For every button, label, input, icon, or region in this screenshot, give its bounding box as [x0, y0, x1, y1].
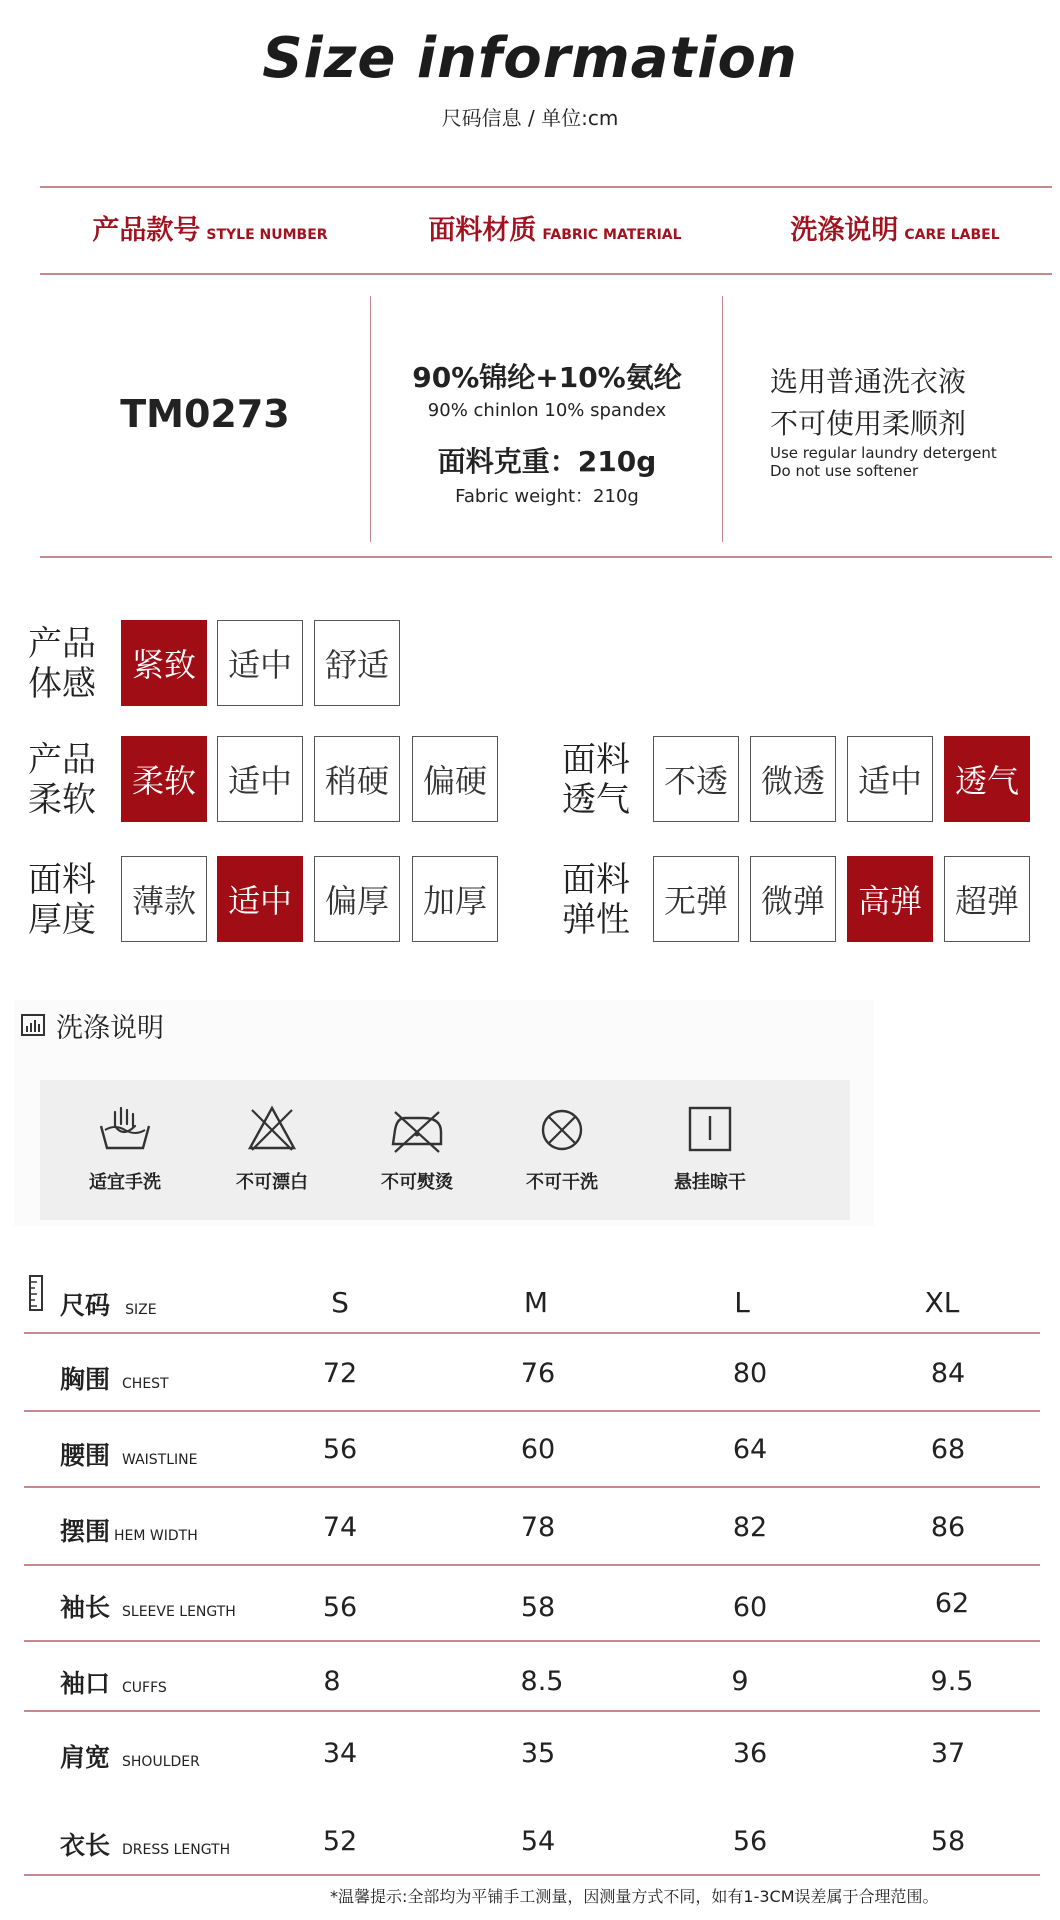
header-bottom-line	[40, 273, 1052, 275]
washing-title: 洗涤说明	[56, 1013, 164, 1044]
property-label-line: 面料	[562, 740, 630, 780]
size-col-m: M	[523, 1286, 549, 1319]
ruler-icon	[28, 1274, 46, 1312]
row-label-sleeve-length	[60, 1588, 236, 1624]
table-cell: 9	[731, 1666, 749, 1697]
page-title: Size information	[262, 26, 798, 91]
table-cell: 8	[323, 1666, 341, 1697]
property-label-line: 产品	[28, 624, 96, 664]
header-label-en: CARE LABEL	[904, 227, 1000, 243]
row-label-waistline	[60, 1436, 197, 1472]
header-label-en: STYLE NUMBER	[206, 227, 328, 243]
table-cell: 8.5	[520, 1666, 564, 1697]
row-label-en: DRESS LENGTH	[122, 1842, 231, 1858]
row-label-shoulder	[60, 1738, 200, 1774]
option-feel-comfort: 舒适	[314, 620, 400, 706]
no-iron-icon	[387, 1104, 447, 1156]
property-label-line: 面料	[562, 860, 630, 900]
option-thickness-thicker: 偏厚	[314, 856, 400, 942]
table-cell: 56	[322, 1434, 358, 1465]
option-softness-hard: 偏硬	[412, 736, 498, 822]
row-label-chest	[60, 1360, 169, 1396]
row-label-zh: 腰围	[60, 1441, 111, 1470]
size-header-label: 尺码	[60, 1291, 111, 1320]
table-cell: 60	[520, 1434, 556, 1465]
row-label-dress-length	[60, 1826, 230, 1862]
property-label-elasticity	[562, 860, 642, 940]
hang-dry-icon	[680, 1104, 740, 1156]
table-divider	[24, 1332, 1040, 1334]
wash-item-no-dry-clean	[502, 1104, 622, 1194]
column-divider	[722, 296, 723, 542]
option-feel-medium: 适中	[217, 620, 303, 706]
table-cell: 58	[930, 1826, 966, 1857]
header-fabric-material	[380, 208, 730, 252]
table-cell: 82	[732, 1512, 768, 1543]
property-label-breathability	[562, 740, 642, 820]
header-label-en: FABRIC MATERIAL	[542, 227, 682, 243]
table-cell: 72	[322, 1358, 358, 1389]
size-header-label-en: SIZE	[125, 1302, 157, 1318]
option-thickness-medium: 适中	[217, 856, 303, 942]
size-header	[60, 1286, 157, 1322]
table-cell: 35	[520, 1738, 556, 1769]
table-cell: 68	[930, 1434, 966, 1465]
care-line-1: 选用普通洗衣液	[770, 365, 967, 398]
wash-label: 不可熨烫	[381, 1172, 453, 1193]
row-label-en: SLEEVE LENGTH	[122, 1604, 236, 1620]
property-label-line: 面料	[28, 860, 96, 900]
row-label-zh: 胸围	[60, 1365, 111, 1394]
fabric-composition: 90%锦纶+10%氨纶	[412, 361, 682, 394]
option-feel-tight: 紧致	[121, 620, 207, 706]
wash-label: 不可干洗	[526, 1172, 598, 1193]
option-elastic-super: 超弹	[944, 856, 1030, 942]
care-line-2: 不可使用柔顺剂	[770, 407, 967, 440]
table-divider	[24, 1710, 1040, 1712]
property-label-line: 透气	[562, 780, 630, 820]
size-col-s: S	[331, 1286, 349, 1319]
wash-label: 适宜手洗	[89, 1172, 161, 1193]
row-label-hem-width	[60, 1512, 198, 1548]
option-softness-slightly-hard: 稍硬	[314, 736, 400, 822]
table-divider	[24, 1564, 1040, 1566]
row-label-zh: 袖口	[60, 1669, 111, 1698]
property-label-line: 柔软	[28, 780, 96, 820]
column-divider	[370, 296, 371, 542]
table-divider	[24, 1640, 1040, 1642]
header-top-line	[40, 186, 1052, 188]
table-divider	[24, 1486, 1040, 1488]
option-breath-medium: 适中	[847, 736, 933, 822]
wash-item-no-iron	[357, 1104, 477, 1194]
option-elastic-slight: 微弹	[750, 856, 836, 942]
table-cell: 60	[732, 1592, 768, 1623]
care-line-1-en: Use regular laundry detergent	[770, 444, 997, 462]
option-breath-breathable: 透气	[944, 736, 1030, 822]
property-label-feel	[28, 624, 108, 704]
table-cell: 36	[732, 1738, 768, 1769]
table-divider	[24, 1874, 1040, 1876]
row-label-zh: 肩宽	[60, 1743, 111, 1772]
size-col-xl: XL	[924, 1286, 960, 1319]
option-breath-slight: 微透	[750, 736, 836, 822]
wash-item-hang-dry	[650, 1104, 770, 1194]
property-label-thickness	[28, 860, 108, 940]
option-thickness-thick: 加厚	[412, 856, 498, 942]
table-cell: 74	[322, 1512, 358, 1543]
measurement-note: *温馨提示:全部均为平铺手工测量，因测量方式不同，如有1-3CM误差属于合理范围。	[330, 1887, 939, 1906]
header-label: 产品款号	[92, 215, 201, 246]
table-cell: 56	[322, 1592, 358, 1623]
table-divider	[24, 1410, 1040, 1412]
table-cell: 80	[732, 1358, 768, 1389]
table-cell: 9.5	[930, 1666, 974, 1697]
fabric-weight-en: Fabric weight：210g	[455, 486, 639, 507]
row-label-en: WAISTLINE	[122, 1452, 198, 1468]
row-label-en: SHOULDER	[122, 1754, 200, 1770]
row-label-en: CUFFS	[122, 1680, 167, 1696]
row-label-zh: 袖长	[60, 1593, 111, 1622]
table-cell: 78	[520, 1512, 556, 1543]
no-dry-clean-icon	[532, 1104, 592, 1156]
care-line-2-en: Do not use softener	[770, 462, 919, 480]
wash-item-hand-wash	[65, 1104, 185, 1194]
property-label-line: 弹性	[562, 900, 630, 940]
wash-label: 悬挂晾干	[674, 1172, 746, 1193]
header-style-number	[40, 208, 380, 252]
header-label: 洗涤说明	[790, 215, 899, 246]
hand-wash-icon	[95, 1104, 155, 1156]
property-label-softness	[28, 740, 108, 820]
table-cell: 56	[732, 1826, 768, 1857]
table-cell: 76	[520, 1358, 556, 1389]
row-label-cuffs	[60, 1664, 167, 1700]
header-care-label	[730, 208, 1060, 252]
option-breath-none: 不透	[653, 736, 739, 822]
header-label: 面料材质	[428, 215, 537, 246]
table-cell: 58	[520, 1592, 556, 1623]
row-label-zh: 衣长	[60, 1831, 111, 1860]
page-subtitle: 尺码信息 / 单位:cm	[441, 106, 619, 130]
option-softness-medium: 适中	[217, 736, 303, 822]
chart-icon	[20, 1012, 46, 1038]
property-label-line: 产品	[28, 740, 96, 780]
table-cell: 86	[930, 1512, 966, 1543]
row-label-en: CHEST	[122, 1376, 169, 1392]
option-softness-soft: 柔软	[121, 736, 207, 822]
row-label-en: HEM WIDTH	[114, 1528, 198, 1544]
table-cell: 37	[930, 1738, 966, 1769]
table-cell: 64	[732, 1434, 768, 1465]
property-label-line: 体感	[28, 664, 96, 704]
fabric-weight: 面料克重：210g	[437, 445, 657, 478]
table-cell: 62	[934, 1588, 970, 1619]
option-elastic-high: 高弹	[847, 856, 933, 942]
no-bleach-icon	[242, 1104, 302, 1156]
table-cell: 34	[322, 1738, 358, 1769]
wash-label: 不可漂白	[236, 1172, 308, 1193]
property-label-line: 厚度	[28, 900, 96, 940]
fabric-composition-en: 90% chinlon 10% spandex	[427, 400, 667, 421]
option-elastic-none: 无弹	[653, 856, 739, 942]
style-number: TM0273	[120, 392, 290, 436]
table-cell: 54	[520, 1826, 556, 1857]
info-bottom-line	[40, 556, 1052, 558]
table-cell: 52	[322, 1826, 358, 1857]
row-label-zh: 摆围	[60, 1517, 111, 1546]
option-thickness-thin: 薄款	[121, 856, 207, 942]
table-cell: 84	[930, 1358, 966, 1389]
size-col-l: L	[734, 1286, 750, 1319]
wash-item-no-bleach	[212, 1104, 332, 1194]
